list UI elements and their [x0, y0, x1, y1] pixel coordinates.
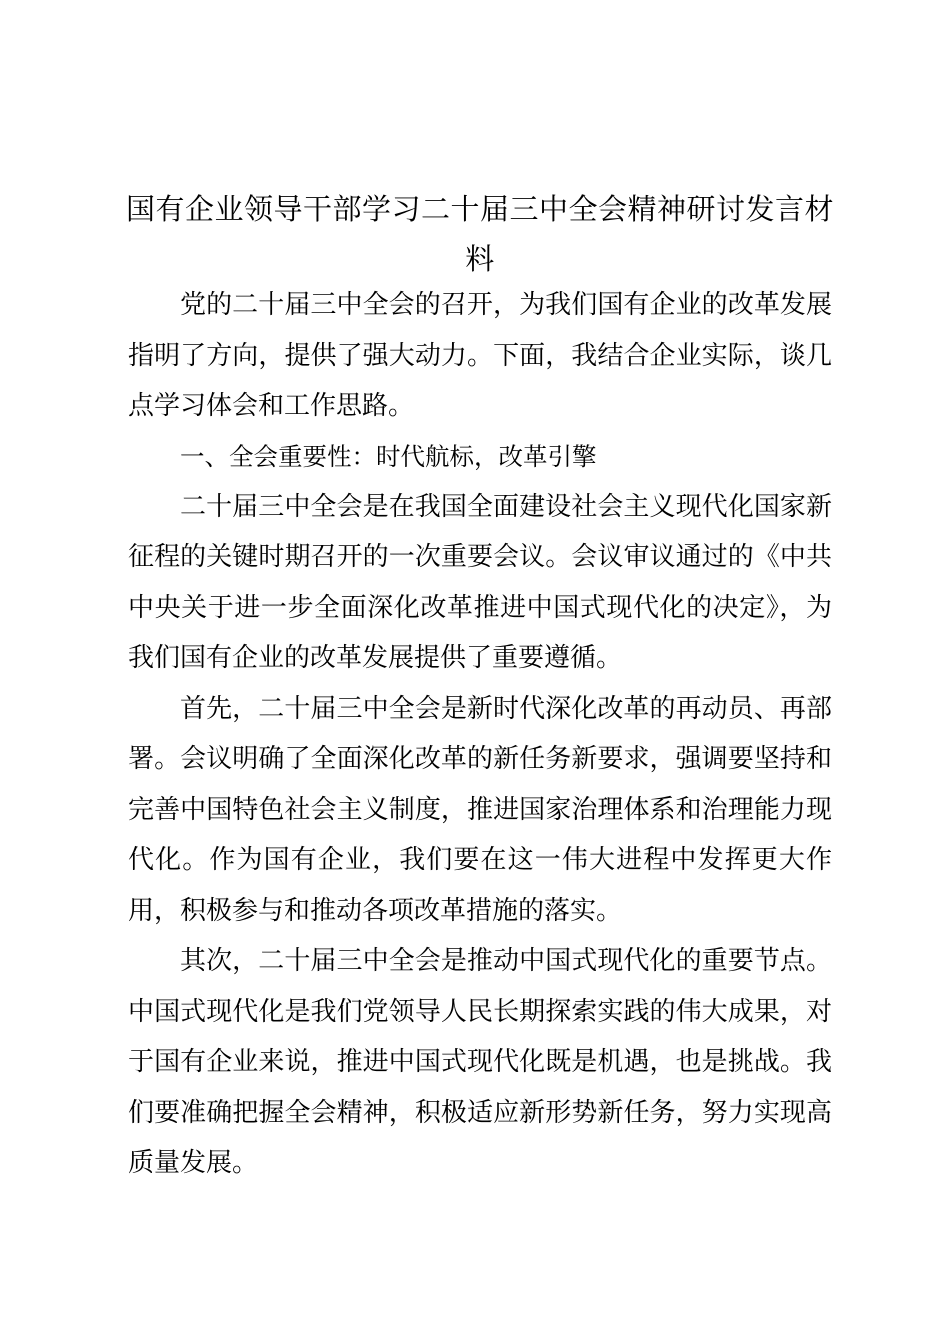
body-paragraph: 首先，二十届三中全会是新时代深化改革的再动员、再部署。会议明确了全面深化改革的新任务新要求，强调要坚持和完善中国特色社会主义制度，推进国家治理体系和治理能力现代化。作为国有企业，我们要在这一伟大进程中发挥更大作用，积极参与和推动各项改革措施的落实。: [128, 693, 832, 926]
intro-paragraph: 党的二十届三中全会的召开，为我们国有企业的改革发展指明了方向，提供了强大动力。下面，我结合企业实际，谈几点学习体会和工作思路。: [128, 290, 832, 421]
section-heading-1: 一、全会重要性：时代航标，改革引擎: [180, 441, 597, 471]
body-paragraph: 二十届三中全会是在我国全面建设社会主义现代化国家新征程的关键时期召开的一次重要会议。会议审议通过的《中共中央关于进一步全面深化改革推进中国式现代化的决定》，为我们国有企业的改革发展提供了重要遵循。: [128, 491, 832, 673]
document-title: 国有企业领导干部学习二十届三中全会精神研讨发言材料: [125, 192, 834, 276]
body-paragraph: 其次，二十届三中全会是推动中国式现代化的重要节点。中国式现代化是我们党领导人民长期探索实践的伟大成果，对于国有企业来说，推进中国式现代化既是机遇，也是挑战。我们要准确把握全会精神，积极适应新形势新任务，努力实现高质量发展。: [128, 946, 832, 1178]
document-body: [128, 280, 832, 1189]
